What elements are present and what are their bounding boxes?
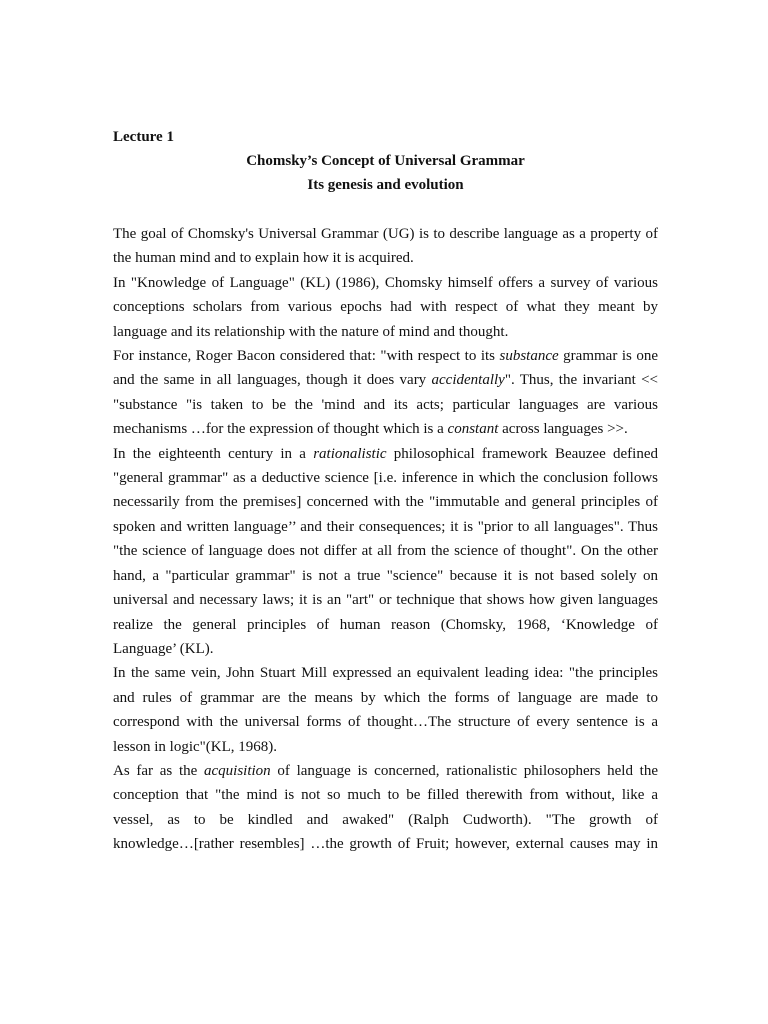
text-run: philosophical framework Beauzee defined bbox=[386, 445, 658, 462]
text-run: and rules of grammar are the means by which the forms of language are made to bbox=[113, 689, 658, 706]
text-run: "the science of language does not differ at all from the science of thought". On the other bbox=[113, 543, 658, 560]
italic-term: constant bbox=[447, 421, 499, 438]
text-line bbox=[113, 442, 658, 466]
text-line bbox=[113, 564, 658, 588]
text-line bbox=[113, 661, 658, 685]
text-line bbox=[113, 466, 658, 490]
text-run: conception that "the mind is not so much to be filled therewith from without, like a bbox=[113, 787, 658, 804]
text-run: "substance "is taken to be the 'mind and its acts; particular languages are various bbox=[113, 396, 658, 413]
paragraph bbox=[113, 759, 658, 857]
text-run: As far as the bbox=[113, 762, 204, 779]
text-run: the human mind and to explain how it is acquired. bbox=[113, 250, 414, 267]
text-run: conceptions scholars from various epochs had with respect of what they meant by bbox=[113, 299, 658, 316]
text-run: In the eighteenth century in a bbox=[113, 445, 314, 462]
text-run: language and its relationship with the nature of mind and thought. bbox=[113, 323, 509, 340]
lecture-title: Chomsky’s Concept of Universal Grammar bbox=[246, 153, 525, 169]
paragraph bbox=[113, 344, 658, 442]
text-line bbox=[113, 320, 658, 344]
text-run: across languages >>. bbox=[498, 421, 628, 438]
text-run: vessel, as to be kindled and awaked" (Ralph Cudworth). "The growth of bbox=[113, 811, 658, 828]
paragraph bbox=[113, 442, 658, 662]
text-line bbox=[113, 393, 658, 417]
lecture-label: Lecture 1 bbox=[113, 129, 174, 145]
text-line bbox=[113, 710, 658, 734]
paragraph bbox=[113, 271, 658, 344]
italic-term: substance bbox=[499, 348, 559, 365]
lecture-heading bbox=[113, 125, 658, 197]
text-line bbox=[113, 832, 658, 856]
text-line bbox=[113, 735, 658, 759]
text-line bbox=[113, 271, 658, 295]
text-run: of language is concerned, rationalistic philosophers held the bbox=[270, 762, 659, 779]
text-run: Language’ (KL). bbox=[113, 640, 214, 657]
text-run: For instance, Roger Bacon considered that: "with respect to its bbox=[113, 348, 500, 365]
text-line bbox=[113, 368, 658, 392]
text-line bbox=[113, 417, 658, 441]
text-run: mechanisms …for the expression of thought which is a bbox=[113, 421, 448, 438]
text-line bbox=[113, 613, 658, 637]
text-line bbox=[113, 490, 658, 514]
text-run: lesson in logic"(KL, 1968). bbox=[113, 738, 278, 755]
text-line bbox=[113, 344, 658, 368]
text-line bbox=[113, 515, 658, 539]
lecture-body bbox=[113, 222, 658, 857]
text-line bbox=[113, 759, 658, 783]
text-line bbox=[113, 295, 658, 319]
text-run: knowledge…[rather resembles] …the growth of Fruit; however, external causes may in bbox=[113, 836, 658, 853]
text-run: In "Knowledge of Language" (KL) (1986), Chomsky himself offers a survey of various bbox=[113, 274, 658, 291]
paragraph bbox=[113, 222, 658, 271]
text-run: "general grammar" as a deductive science [i.e. inference in which the conclusion follows bbox=[113, 470, 658, 487]
lecture-subtitle: Its genesis and evolution bbox=[307, 177, 464, 193]
text-line bbox=[113, 222, 658, 246]
italic-term: rationalistic bbox=[313, 445, 387, 462]
text-run: grammar is one bbox=[558, 348, 658, 365]
text-line bbox=[113, 808, 658, 832]
italic-term: acquisition bbox=[204, 762, 271, 779]
text-run: The goal of Chomsky's Universal Grammar (UG) is to describe language as a property of bbox=[113, 226, 658, 242]
text-line bbox=[113, 783, 658, 807]
text-line bbox=[113, 686, 658, 710]
text-line bbox=[113, 637, 658, 661]
text-run: spoken and written language’’ and their consequences; it is "prior to all languages". Thus bbox=[113, 518, 658, 535]
italic-term: accidentally bbox=[431, 372, 505, 389]
text-run: necessarily from the premises] concerned with the "immutable and general principles of bbox=[113, 494, 658, 511]
text-run: and the same in all languages, though it does vary bbox=[113, 372, 432, 389]
text-line bbox=[113, 246, 658, 270]
text-line bbox=[113, 588, 658, 612]
text-run: universal and necessary laws; it is an "art" or technique that shows how given languages bbox=[113, 592, 658, 609]
paragraph bbox=[113, 661, 658, 759]
text-run: correspond with the universal forms of thought…The structure of every sentence is a bbox=[113, 714, 658, 731]
text-run: hand, a "particular grammar" is not a true "science" because it is not based solely on bbox=[113, 567, 658, 584]
text-run: In the same vein, John Stuart Mill expressed an equivalent leading idea: "the principles bbox=[113, 665, 658, 682]
text-run: realize the general principles of human reason (Chomsky, 1968, ‘Knowledge of bbox=[113, 616, 658, 633]
text-line bbox=[113, 539, 658, 563]
text-run: ". Thus, the invariant << bbox=[504, 372, 659, 389]
